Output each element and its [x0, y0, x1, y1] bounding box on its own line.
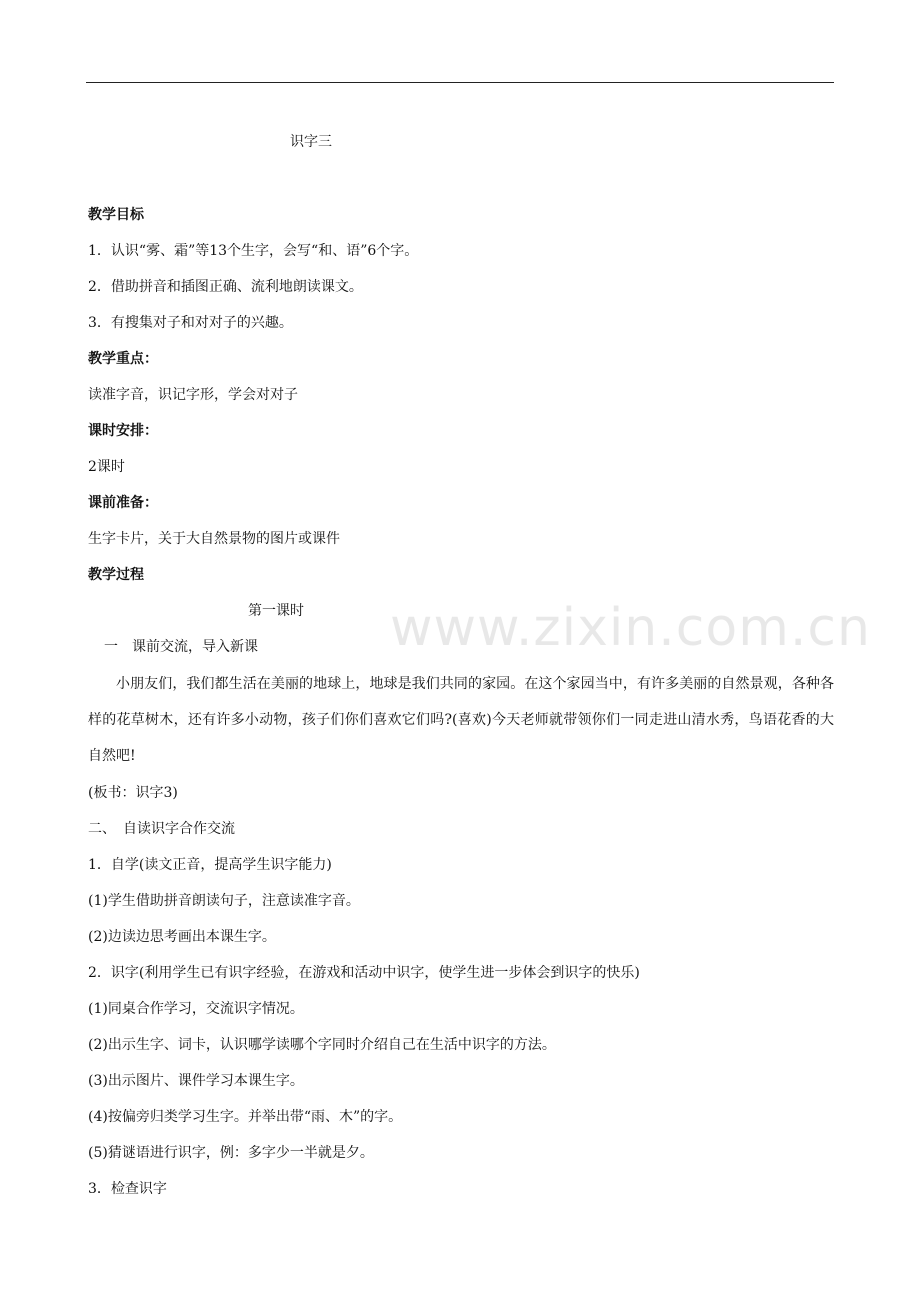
goal-item: 3．有搜集对子和对对子的兴趣。 [88, 315, 293, 331]
prep-heading: 课前准备： [88, 495, 158, 511]
intro-paragraph: 小朋友们，我们都生活在美丽的地球上，地球是我们共同的家园。在这个家园当中，有许多美丽的自然景观，各种各样的花草树木，还有许多小动物，孩子们你们喜欢它们吗?(喜欢)今天老师就带领你们一同走进山清水秀，鸟语花香的大自然吧! [88, 676, 834, 764]
schedule-heading: 课时安排： [88, 423, 158, 439]
schedule-text: 2课时 [88, 459, 125, 475]
header-rule [86, 82, 834, 83]
step-item: (2)出示生字、词卡，认识哪学读哪个字同时介绍自己在生活中识字的方法。 [88, 1037, 556, 1053]
lesson-title: 第一课时 [248, 603, 304, 619]
step-item: 1．自学(读文正音，提高学生识字能力) [88, 857, 332, 873]
step-item: (5)猜谜语进行识字，例：多字少一半就是夕。 [88, 1145, 374, 1161]
prep-text: 生字卡片，关于大自然景物的图片或课件 [88, 531, 340, 547]
goals-heading: 教学目标 [88, 207, 144, 223]
step-item: (1)同桌合作学习，交流识字情况。 [88, 1001, 304, 1017]
goal-item: 1．认识“雾、霜”等13个生字，会写“和、语”6个字。 [88, 243, 419, 259]
step-item: (4)按偏旁归类学习生字。并举出带“雨、木”的字。 [88, 1109, 403, 1125]
focus-heading: 教学重点： [88, 351, 158, 367]
board-note: (板书：识字3) [88, 785, 178, 801]
step-item: 2．识字(利用学生已有识字经验，在游戏和活动中识字，使学生进一步体会到识字的快乐) [88, 965, 640, 981]
step-item: (3)出示图片、课件学习本课生字。 [88, 1073, 304, 1089]
step-item: (2)边读边思考画出本课生字。 [88, 929, 276, 945]
part2-heading: 二、 自读识字合作交流 [88, 821, 235, 837]
step-item: 3．检查识字 [88, 1181, 167, 1197]
goal-item: 2．借助拼音和插图正确、流利地朗读课文。 [88, 279, 363, 295]
part1-heading: 一 课前交流，导入新课 [104, 639, 258, 655]
focus-text: 读准字音，识记字形，学会对对子 [88, 387, 298, 403]
process-heading: 教学过程 [88, 567, 144, 583]
watermark: www.zixin.com.cn [390, 598, 871, 658]
step-item: (1)学生借助拼音朗读句子，注意读准字音。 [88, 893, 360, 909]
document-title: 识字三 [290, 134, 332, 150]
